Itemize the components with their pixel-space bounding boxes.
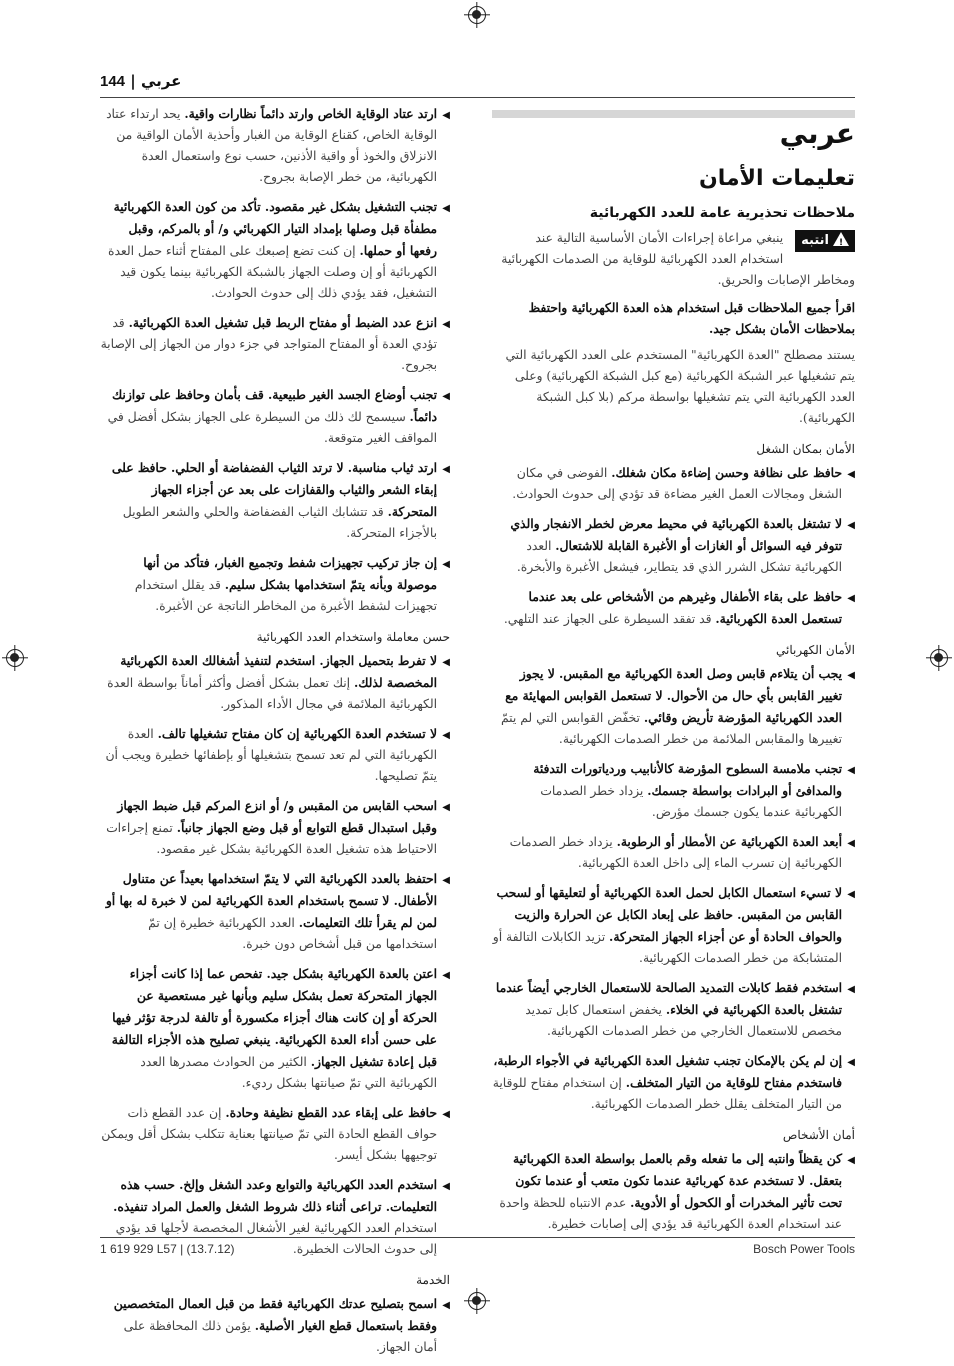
language-title: عربي: [779, 117, 855, 150]
bullet-text: قد تفقد السيطرة على الجهاز عند التلهي.: [503, 612, 716, 626]
bullet-item: [100, 795, 450, 860]
bullet-triangle-icon: ◀: [442, 464, 450, 475]
bullet-triangle-icon: ◀: [847, 593, 855, 604]
bullet-item: [100, 1102, 450, 1166]
bullet-text: العدد الكهربائية تشكل الشرر الذي قد يتطاير، فيشعل الأغبرة والأبخرة.: [516, 539, 842, 574]
bullet-bold-text: لا تفرط بتحميل الجهاز. استخدم لتنفيذ أشغالك العدة الكهربائية المخصصة لذلك.: [120, 653, 437, 690]
bullet-text: يحد ارتداء عتاد الوقاية الخاص، كقناع الوقاية من الغبار وأحذية الأمان الواقية من الانزلاق والخوذ أو واقية الأذنين، حسب نوع واستعمال العدة الكهربائية، من خطر الإصابة بجروح.: [106, 107, 437, 184]
bullet-text: العدد الكهربائية خطيرة إن تمّ استخدامها من قبل أشخاص دون خبرة.: [148, 916, 437, 951]
bullet-bold-text: لا تستخدم العدة الكهربائية إن كان مفتاح تشغيلها تالف.: [157, 726, 437, 741]
bullet-text: الكثير من الحوادث مصدرها العدد الكهربائية التي تمّ صيانتها بشكل رديء.: [140, 1055, 437, 1090]
right-sections: [492, 439, 855, 1235]
bullet-text: قد تؤدي العدة أو المفتاح المتواجد في جزء دوار من الجهاز إلى الإصابة بجروح.: [100, 316, 437, 372]
header-rule: [100, 97, 855, 98]
bullet-triangle-icon: ◀: [442, 875, 450, 886]
bullet-text: إن كنت تضع إصبعك على المفتاح أثناء حمل العدة الكهربائية أو إن وصلت الجهاز بالشبكة الكهربائية بينما يكون قيد التشغيل، فقد يؤدي ذلك إلى حدوث الحوادث.: [108, 244, 437, 300]
bullet-item: [100, 312, 450, 376]
bullet-text: يزداد خطر الصدمات الكهربائية إن تسرب الماء إلى داخل العدة الكهربائية.: [509, 835, 842, 870]
bullet-item: [100, 552, 450, 617]
bullet-text: يزداد خطر الصدمات الكهربائية عندما يكون جسمك مؤرض.: [540, 784, 842, 819]
bullet-text: تزيد الكابلات التالفة أو المتشابكة من خطر الصدمات الكهربائية.: [492, 930, 842, 965]
bullet-triangle-icon: ◀: [442, 559, 450, 570]
bullet-item: [100, 650, 450, 715]
bullet-triangle-icon: ◀: [847, 469, 855, 480]
warning-triangle-icon: [833, 232, 849, 246]
bullet-text: العدة الكهربائية التي لم تعد تسمح بتشغيلها أو بإطفائها خطيرة ويجب أن يتمّ تصليحها.: [105, 727, 437, 783]
bullet-bold-text: انزع عدد الضبط أو مفتاح الربط قبل تشغيل العدة الكهربائية.: [128, 315, 437, 330]
bullet-bold-text: إن جاز تركيب تجهيزات شفط وتجميع الغبار، فتأكد من أنها موصولة وبأنه يتمّ استخدامها بشكل سليم.: [143, 555, 437, 592]
bullet-bold-text: حافظ على بقاء الأطفال وغيرهم من الأشخاص على بعد عندما تستعمل العدة الكهربائية.: [528, 589, 842, 626]
bullet-triangle-icon: ◀: [442, 110, 450, 121]
section-heading: حسن معاملة واستخدام العدد الكهربائية: [256, 630, 450, 644]
bullet-text: إن عدد القطع ذات حواف القطع الحادة التي تمّ صيانتها بعناية تتكلب بشكل أقل ويمكن توجيهها بشكل أيسر.: [101, 1106, 437, 1162]
bullet-bold-text: ارتد عتاد الوقاية الخاص وارتد دائماً نظارات واقية.: [184, 106, 437, 121]
bullet-triangle-icon: ◀: [442, 391, 450, 402]
bullet-item: [492, 663, 855, 750]
bullet-item: [492, 462, 855, 505]
bullet-item: [100, 868, 450, 955]
bullet-bold-text: لا تسيء استعمال الكابل لحمل العدة الكهربائية أو لتعليقها أو لسحب القابس من المقبس. حافظ على إبعاد الكابل عن الحرارة والزيت والحواف الحادة أو عن أجزاء الجهاز المتحركة.: [496, 885, 842, 944]
footer-rule: [100, 1237, 855, 1238]
bullet-bold-text: يجب أن يتلاءم قابس وصل العدة الكهربائية مع المقبس. لا يجوز تغيير القابس بأي حال من الأحوال. لا تستعمل القوابس المهايئة مع العدد الكهربائية المؤرضة تأريض وقائي.: [505, 666, 842, 725]
bullet-bold-text: تجنب ملامسة السطوح المؤرضة كالأنابيب وردياتورات التدفئة والمدافئ أو البرادات بواسطة جسمك.: [533, 761, 842, 798]
bullet-item: [100, 1293, 450, 1358]
bullet-triangle-icon: ◀: [847, 765, 855, 776]
bullet-text: يخفض استعمال كابل تمديد مخصص للاستعمال الخارجي من خطر الصدمات الكهربائية.: [525, 1003, 842, 1038]
term-note: يستند مصطلح "العدة الكهربائية" المستخدم على العدد الكهربائية التي يتم تشغيلها عبر الشبكة الكهربائية (مع كبل الشبكة الكهربائية) وعلى العدد الكهربائية التي يتم تشغيلها بواسطة مركم (بلا كبل الشبكة الكهربائية).: [505, 348, 855, 425]
bullet-bold-text: أبعد العدة الكهربائية عن الأمطار أو الرطوبة.: [616, 834, 842, 849]
safety-title: تعليمات الأمان: [699, 166, 855, 191]
registration-mark-bottom: [468, 1292, 486, 1310]
bullet-bold-text: اسحب القابس من المقبس و/ أو انزع المركم قبل ضبط الجهاز وقبل استبدال قطع التوابع أو قبل وضع الجهاز جانباً.: [117, 798, 437, 835]
bullet-bold-text: كن يقظاً وانتبه إلى ما تفعله وقم بالعمل بواسطة العدة الكهربائية بتعقل. لا تستخدم عدة كهربائية عندما تكون متعب أو عندما تكون تحت تأثير المخدرات أو الكحول أو الأدوية.: [512, 1151, 842, 1210]
bullet-item: [492, 586, 855, 630]
bullet-triangle-icon: ◀: [847, 984, 855, 995]
registration-mark-top: [468, 6, 486, 24]
bullet-item: [492, 513, 855, 578]
bullet-triangle-icon: ◀: [442, 1300, 450, 1311]
bullet-triangle-icon: ◀: [442, 1181, 450, 1192]
bullet-bold-text: اعتن بالعدة الكهربائية بشكل جيد. تفحص عما إذا كانت أجزاء الجهاز المتحركة تعمل بشكل سليم وبأنها غير مستعصية عن الحركة أو إن كانت هناك أجزاء مكسورة أو تالفة لدرجة تؤثر فيها على حسن أداء العدة الكهربائية. ينبغي تصليح هذه الأجزاء التالفة قبل إعادة تشغيل الجهاز.: [111, 966, 437, 1069]
bullet-triangle-icon: ◀: [847, 889, 855, 900]
section-heading: الأمان بمكان الشغل: [756, 442, 855, 456]
bullet-triangle-icon: ◀: [442, 730, 450, 741]
left-top-items: [100, 103, 450, 617]
bullet-text: تمنع إجراءات الاحتياط هذه تشغيل العدة الكهربائية بشكل غير مقصود.: [106, 821, 437, 856]
bullet-triangle-icon: ◀: [847, 838, 855, 849]
footer-doc-number: 1 619 929 L57 | (13.7.12): [100, 1242, 235, 1256]
bullet-text: تخفّض القوابس التي لم يتمّ تغييرها والمقابس الملائمة من خطر الصدمات الكهربائية.: [501, 711, 842, 746]
page-number: 144: [100, 73, 126, 90]
bullet-text: استخدام العدد الكهربائية لغير الأشغال المخصصة لأجلها قد يؤدي إلى حدوث الحالات الخطيرة.: [115, 1221, 437, 1256]
bullet-bold-text: حافظ على إبقاء عدد القطع نظيفة وحادة.: [225, 1105, 437, 1120]
bullet-bold-text: استخدم فقط كابلات التمديد الصالحة للاستعمال الخارجي أيضاً عندما تشتغل بالعدة الكهربائية في الخلاء.: [495, 980, 842, 1017]
bullet-triangle-icon: ◀: [847, 520, 855, 531]
bullet-triangle-icon: ◀: [442, 319, 450, 330]
bullet-text: قد تتشابك الثياب الفضفاضة والحلي والشعر الطويل بالأجزاء المتحركة.: [122, 505, 437, 540]
bullet-text: إن استخدام مفتاح للوقاية من التيار المتخلف يقلل خطر الصدمات الكهربائية.: [492, 1076, 842, 1111]
section-heading: أمان الأشخاص: [782, 1128, 855, 1142]
footer-brand: Bosch Power Tools: [753, 1242, 855, 1256]
bullet-item: [100, 384, 450, 449]
bullet-text: سيسمح لك ذلك من السيطرة على الجهاز بشكل أفضل في المواقف الغير متوقعة.: [107, 410, 437, 445]
bullet-bold-text: تجنب التشغيل بشكل غير مقصود. تأكد من كون العدة الكهربائية مطفأة قبل وصلها بإمداد التيار الكهربائي و/ أو بالمركم، وقبل رفعها أو حملها.: [113, 199, 437, 258]
bullet-text: الفوضى في مكان الشغل ومجالات العمل الغير مضاءة قد تؤدي إلى حدوث الحوادث.: [512, 466, 842, 501]
registration-mark-right: [930, 649, 948, 667]
bullet-triangle-icon: ◀: [847, 1155, 855, 1166]
section-heading: الخدمة: [416, 1273, 450, 1287]
bullet-bold-text: اسمح بتصليح عدتك الكهربائية فقط من قبل العمال المتخصصين وفقط باستعمال قطع الغيار الأصلية.: [113, 1296, 437, 1333]
bullet-triangle-icon: ◀: [442, 802, 450, 813]
bullet-triangle-icon: ◀: [442, 657, 450, 668]
bullet-item: [492, 882, 855, 969]
bullet-bold-text: استخدم العدد الكهربائية والتوابع وعدد الشغل وإلخ. حسب هذه التعليمات. تراعى أثناء ذلك شروط الشغل والعمل المراد تنفيذه.: [113, 1177, 437, 1214]
bullet-bold-text: حافظ على نظافة وحسن إضاءة مكان شغلك.: [611, 465, 842, 480]
bullet-bold-text: احتفظ بالعدد الكهربائية التي لا يتمّ استخدامها بعيداً عن متناول الأطفال. لا تسمح باستخدام العدة الكهربائية لمن لا خبرة له بها أو لمن لم يقرأ تلك التعليمات.: [105, 871, 437, 930]
bullet-item: [492, 831, 855, 874]
bullet-bold-text: تجنب أوضاع الجسد الغير طبيعية. قف بأمان وحافظ على توازنك دائماً.: [112, 387, 437, 424]
bullet-triangle-icon: ◀: [847, 670, 855, 681]
bullet-item: [492, 1148, 855, 1235]
bullet-item: [100, 457, 450, 544]
left-column: [100, 103, 450, 1366]
bullet-bold-text: لا تشتغل بالعدة الكهربائية في محيط معرض لخطر الانفجار والذي تتوفر فيه السوائل أو الغازات أو الأغبرة القابلة للاشتعال.: [510, 516, 842, 553]
warning-badge: [795, 230, 855, 252]
bullet-triangle-icon: ◀: [442, 970, 450, 981]
bullet-triangle-icon: ◀: [442, 203, 450, 214]
header-language: عربي: [140, 72, 182, 90]
read-all-note: اقرأ جميع الملاحظات قبل استخدام هذه العدة الكهربائية واحتفظ بملاحظات الأمان بشكل جيد.: [528, 300, 855, 336]
bullet-text: قد يقلل استخدام تجهيزات لشفط الأغبرة من المخاطر الناتجة عن الأغبرة.: [134, 578, 437, 613]
header-separator: |: [130, 72, 136, 90]
bullet-triangle-icon: ◀: [442, 1109, 450, 1120]
page-header: [100, 72, 181, 90]
warning-label: انتبه: [801, 233, 829, 248]
warning-text: ينبغي مراعاة إجراءات الأمان الأساسية التالية عند استخدام العدد الكهربائية للوقاية من الصدمات الكهربائية ومخاطر الإصابات والحريق.: [501, 231, 855, 287]
registration-mark-left: [6, 649, 24, 667]
section-heading: الأمان الكهربائي: [776, 643, 855, 657]
bullet-text: عدم الانتباه للحظة واحدة عند استخدام العدة الكهربائية قد يؤدي إلى إصابات خطيرة.: [499, 1196, 842, 1231]
bullet-bold-text: ارتد ثياب مناسبة. لا ترتد الثياب الفضفاضة أو الحلي. حافظ على إبقاء الشعر والثياب والقفازات على بعد عن أجزاء الجهاز المتحركة.: [111, 460, 437, 519]
bullet-item: [492, 758, 855, 823]
bullet-triangle-icon: ◀: [847, 1057, 855, 1068]
bullet-item: [100, 103, 450, 188]
right-column: [492, 112, 855, 1243]
general-warnings-title: ملاحظات تحذيرية عامة للعدد الكهربائية: [589, 205, 855, 221]
bullet-item: [100, 723, 450, 787]
warning-block: [492, 228, 855, 291]
bullet-item: [492, 1050, 855, 1115]
bullet-text: يؤمن ذلك المحافظة على أمان الجهاز.: [123, 1319, 437, 1354]
bullet-text: إنك تعمل بشكل أفضل وأكثر أماناً بواسطة العدة الكهربائية الملائمة في مجال الأداء المذكور.: [107, 676, 437, 711]
bullet-item: [100, 963, 450, 1094]
bullet-item: [492, 977, 855, 1042]
bullet-item: [100, 196, 450, 304]
bullet-bold-text: إن لم يكن بالإمكان تجنب تشغيل العدة الكهربائية في الأجواء الرطبة، فاستخدم مفتاح للوقاية من التيار المتخلف.: [493, 1053, 842, 1090]
